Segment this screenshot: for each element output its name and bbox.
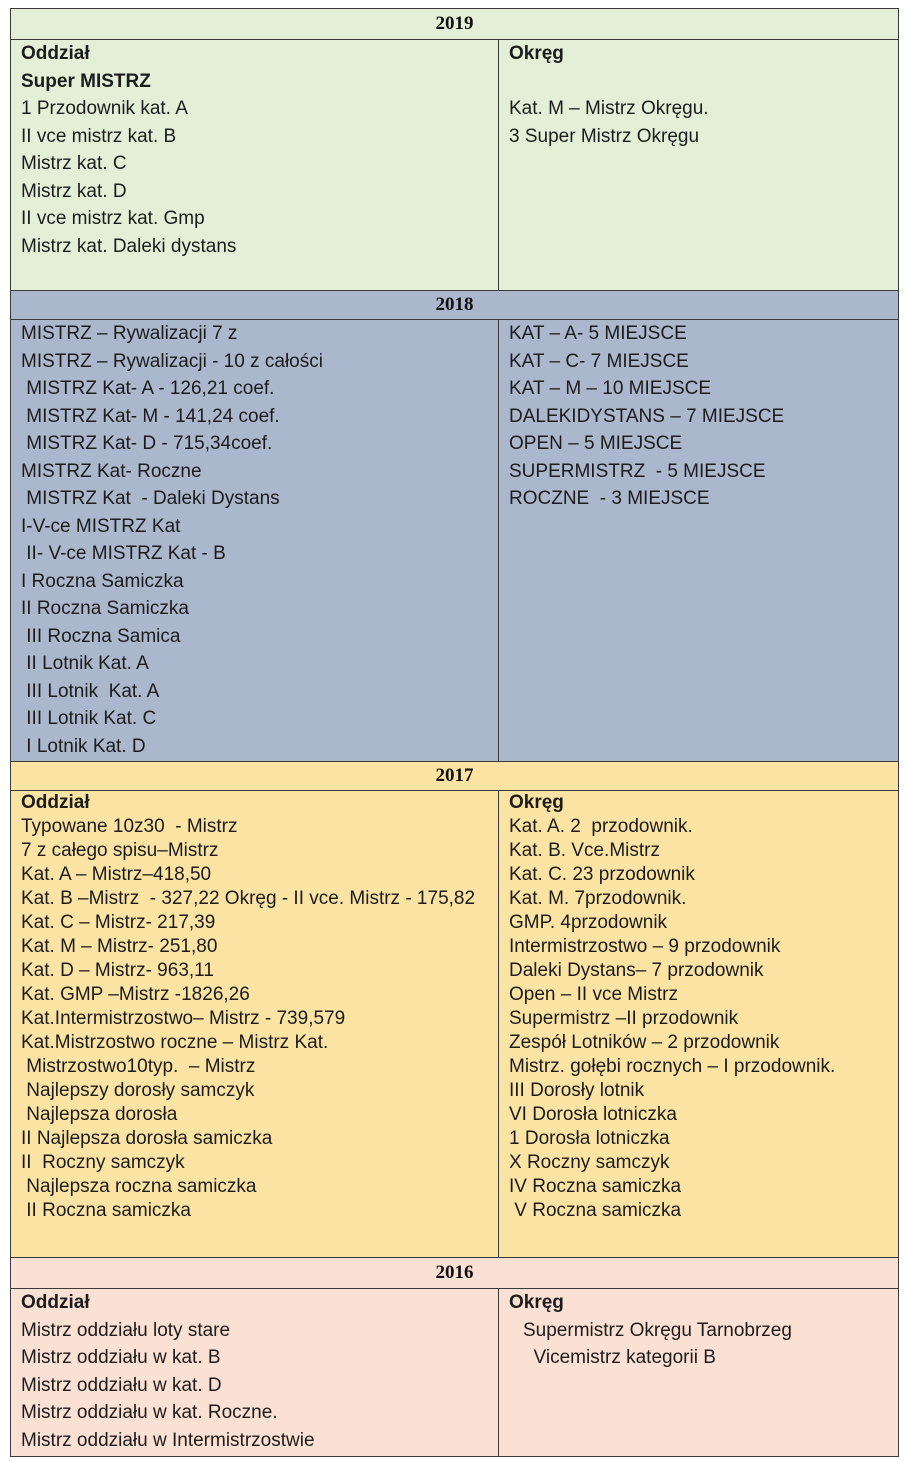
list-item: I Roczna Samiczka bbox=[21, 570, 184, 592]
list-item: Najlepsza roczna samiczka bbox=[21, 1176, 257, 1197]
content-row-2018 bbox=[11, 320, 899, 762]
year-row-2016 bbox=[11, 1258, 899, 1289]
list-item: Zespół Lotników – 2 przodownik bbox=[509, 1032, 780, 1053]
list-item: III Lotnik Kat. C bbox=[21, 708, 157, 729]
list-item: Daleki Dystans– 7 przodownik bbox=[509, 960, 764, 981]
list-item: Kat. M. 7przodownik. bbox=[509, 888, 687, 909]
okreg-cell-2019 bbox=[499, 40, 899, 291]
list-item: Kat. B. Vce.Mistrz bbox=[509, 840, 660, 861]
super-mistrz-label: Super MISTRZ bbox=[21, 70, 151, 92]
list-item: III Roczna Samica bbox=[21, 625, 181, 647]
list-item: KAT – C- 7 MIEJSCE bbox=[509, 350, 689, 372]
list-item: SUPERMISTRZ - 5 MIEJSCE bbox=[509, 460, 766, 482]
list-item: Kat. A – Mistrz–418,50 bbox=[21, 864, 212, 885]
okreg-cell-2016 bbox=[499, 1289, 899, 1457]
oddzial-heading: Oddział bbox=[21, 43, 90, 64]
list-item: KAT – A- 5 MIEJSCE bbox=[509, 323, 687, 344]
list-item: MISTRZ – Rywalizacji 7 z bbox=[21, 323, 238, 344]
right-cell-2018 bbox=[499, 320, 899, 762]
list-item: DALEKIDYSTANS – 7 MIEJSCE bbox=[509, 405, 785, 427]
list-item: MISTRZ Kat- M - 141,24 coef. bbox=[21, 405, 280, 427]
list-item: II Roczna Samiczka bbox=[21, 598, 189, 619]
oddzial-heading: Oddział bbox=[21, 792, 90, 813]
list-item: V Roczna samiczka bbox=[509, 1200, 682, 1221]
year-row-2018 bbox=[11, 291, 899, 320]
list-item: Najlepsza dorosła bbox=[21, 1104, 178, 1125]
year-row-2017 bbox=[11, 762, 899, 791]
list-item: Mistrz oddziału w kat. B bbox=[21, 1347, 221, 1368]
list-item: Kat. M – Mistrz- 251,80 bbox=[21, 936, 218, 957]
list-item: II vce mistrz kat. B bbox=[21, 125, 177, 147]
list-item: Mistrzostwo10typ. – Mistrz bbox=[21, 1056, 256, 1077]
okreg-cell-2017 bbox=[499, 791, 899, 1258]
year-header-2016: 2016 bbox=[11, 1258, 899, 1289]
achievements-table bbox=[10, 8, 899, 1457]
list-item: Najlepszy dorosły samczyk bbox=[21, 1080, 255, 1101]
okreg-heading: Okręg bbox=[509, 792, 564, 813]
list-item: II Lotnik Kat. A bbox=[21, 653, 149, 674]
list-item: Supermistrz –II przodownik bbox=[509, 1008, 739, 1029]
year-header-2018: 2018 bbox=[11, 291, 899, 320]
list-item: IV Roczna samiczka bbox=[509, 1176, 682, 1197]
list-item: 7 z całego spisu–Mistrz bbox=[21, 840, 219, 861]
list-item: Vicemistrz kategorii B bbox=[523, 1347, 716, 1368]
list-item: X Roczny samczyk bbox=[509, 1152, 670, 1173]
list-item: II- V-ce MISTRZ Kat - B bbox=[21, 543, 226, 564]
list-item: Typowane 10z30 - Mistrz bbox=[21, 816, 238, 837]
list-item: Open – II vce Mistrz bbox=[509, 984, 678, 1005]
list-item: Kat. M – Mistrz Okręgu. bbox=[509, 98, 709, 119]
list-item: ROCZNE - 3 MIEJSCE bbox=[509, 488, 710, 509]
oddzial-heading: Oddział bbox=[21, 1292, 90, 1313]
list-item: MISTRZ Kat - Daleki Dystans bbox=[21, 488, 280, 509]
list-item: Kat. D – Mistrz- 963,11 bbox=[21, 960, 214, 981]
oddzial-cell-2016 bbox=[11, 1289, 499, 1457]
list-item: Mistrz. gołębi rocznych – I przodownik. bbox=[509, 1056, 836, 1077]
list-item: Mistrz oddziału w Intermistrzostwie bbox=[21, 1429, 315, 1451]
year-header-2017: 2017 bbox=[11, 762, 899, 791]
list-item: II vce mistrz kat. Gmp bbox=[21, 208, 205, 229]
list-item: KAT – M – 10 MIEJSCE bbox=[509, 378, 712, 399]
list-item: I-V-ce MISTRZ Kat bbox=[21, 515, 181, 537]
list-item: Kat. C. 23 przodownik bbox=[509, 864, 695, 885]
list-item: VI Dorosła lotniczka bbox=[509, 1104, 677, 1125]
year-row-2019 bbox=[11, 9, 899, 40]
list-item: I Lotnik Kat. D bbox=[21, 735, 146, 757]
list-item: Kat. C – Mistrz- 217,39 bbox=[21, 912, 216, 933]
list-item: Mistrz oddziału loty stare bbox=[21, 1319, 231, 1341]
list-item: III Dorosły lotnik bbox=[509, 1080, 645, 1101]
list-item: Kat. GMP –Mistrz -1826,26 bbox=[21, 984, 250, 1005]
list-item: MISTRZ Kat- Roczne bbox=[21, 460, 202, 482]
list-item: Mistrz kat. D bbox=[21, 180, 127, 202]
list-item: Kat. B –Mistrz - 327,22 Okręg - II vce. Mistrz - 175,82 bbox=[21, 888, 476, 909]
content-row-2016 bbox=[11, 1289, 899, 1457]
okreg-heading: Okręg bbox=[509, 43, 564, 64]
list-item: Mistrz oddziału w kat. D bbox=[21, 1374, 222, 1396]
list-item: II Roczna samiczka bbox=[21, 1200, 191, 1221]
list-item: GMP. 4przodownik bbox=[509, 912, 668, 933]
content-row-2019 bbox=[11, 40, 899, 291]
list-item: MISTRZ Kat- D - 715,34coef. bbox=[21, 433, 273, 454]
list-item: Intermistrzostwo – 9 przodownik bbox=[509, 936, 781, 957]
list-item: Kat. A. 2 przodownik. bbox=[509, 816, 693, 837]
list-item: Kat.Intermistrzostwo– Mistrz - 739,579 bbox=[21, 1008, 346, 1029]
oddzial-cell-2017 bbox=[11, 791, 499, 1258]
left-cell-2018 bbox=[11, 320, 499, 762]
list-item: Supermistrz Okręgu Tarnobrzeg bbox=[523, 1319, 792, 1341]
list-item: 1 Przodownik kat. A bbox=[21, 98, 188, 119]
list-item: OPEN – 5 MIEJSCE bbox=[509, 433, 683, 454]
list-item: Mistrz oddziału w kat. Roczne. bbox=[21, 1402, 278, 1423]
list-item: Mistrz kat. C bbox=[21, 153, 127, 174]
okreg-heading: Okręg bbox=[509, 1292, 564, 1313]
list-item: II Najlepsza dorosła samiczka bbox=[21, 1128, 273, 1149]
list-item: II Roczny samczyk bbox=[21, 1152, 185, 1173]
list-item: 3 Super Mistrz Okręgu bbox=[509, 125, 700, 147]
oddzial-cell-2019 bbox=[11, 40, 499, 291]
list-item: III Lotnik Kat. A bbox=[21, 680, 160, 702]
achievements-sheet bbox=[10, 8, 898, 1457]
list-item: MISTRZ – Rywalizacji - 10 z całości bbox=[21, 350, 323, 372]
year-header-2019: 2019 bbox=[11, 9, 899, 40]
list-item: Kat.Mistrzostwo roczne – Mistrz Kat. bbox=[21, 1032, 329, 1053]
list-item: Mistrz kat. Daleki dystans bbox=[21, 235, 237, 257]
list-item: MISTRZ Kat- A - 126,21 coef. bbox=[21, 378, 275, 399]
content-row-2017 bbox=[11, 791, 899, 1258]
list-item: 1 Dorosła lotniczka bbox=[509, 1128, 670, 1149]
